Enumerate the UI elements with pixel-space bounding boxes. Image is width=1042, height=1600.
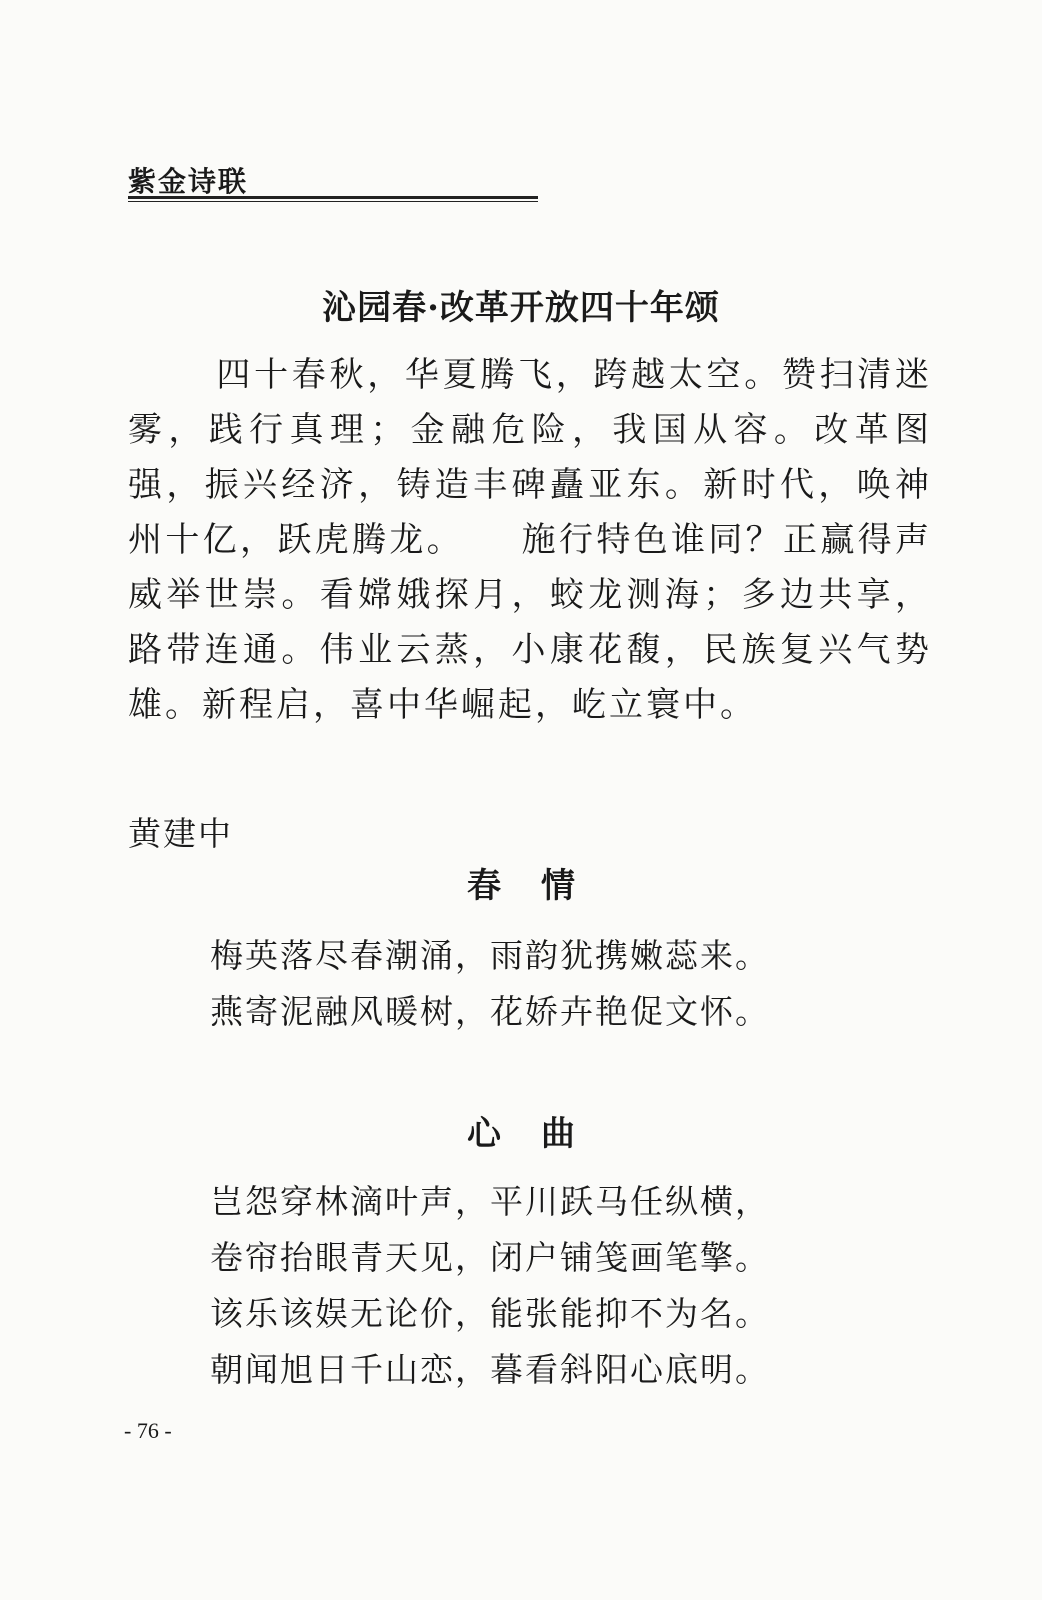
author-name: 黄建中 bbox=[128, 814, 233, 853]
poem-line: 朝闻旭日千山恋，暮看斜阳心底明。 bbox=[210, 1350, 770, 1389]
poem-title-xinqu bbox=[0, 1106, 1042, 1155]
poem-body-chunqing bbox=[210, 928, 770, 1040]
page-number: - 76 - bbox=[124, 1418, 172, 1443]
title-char-2: 情 bbox=[541, 866, 575, 906]
poem-line: 梅英落尽春潮涌，雨韵犹携嫩蕊来。 bbox=[210, 936, 770, 975]
poem-body-qinyuanchun bbox=[128, 348, 932, 733]
title-char-2: 曲 bbox=[541, 1114, 575, 1154]
poem-body-xinqu bbox=[210, 1174, 770, 1398]
poem-title-chunqing bbox=[0, 858, 1042, 907]
header-rule bbox=[128, 196, 538, 202]
poem-body-text: 四十春秋，华夏腾飞，跨越太空。赞扫清迷雾，践行真理；金融危险，我国从容。改革图强，振兴经济，铸造丰碑矗亚东。新时代，唤神州十亿，跃虎腾龙。 施行特色谁同？正赢得声威举世崇。看嫦娥探月，蛟龙测海；多边共享，路带连通。伟业云蒸，小康花馥，民族复兴气势雄。新程启，喜中华崛起，屹立寰中。 bbox=[128, 355, 932, 725]
poem-title-qinyuanchun: 沁园春·改革开放四十年颂 bbox=[322, 288, 720, 328]
poem-line: 卷帘抬眼青天见，闭户铺笺画笔擎。 bbox=[210, 1238, 770, 1277]
title-char-1: 心 bbox=[467, 1114, 501, 1154]
running-header: 紫金诗联 bbox=[128, 165, 249, 198]
poem-line: 岂怨穿林滴叶声，平川跃马任纵横， bbox=[210, 1182, 770, 1221]
poem-line: 该乐该娱无论价，能张能抑不为名。 bbox=[210, 1294, 770, 1333]
title-char-1: 春 bbox=[467, 866, 501, 906]
poem-line: 燕寄泥融风暖树，花娇卉艳促文怀。 bbox=[210, 992, 770, 1031]
